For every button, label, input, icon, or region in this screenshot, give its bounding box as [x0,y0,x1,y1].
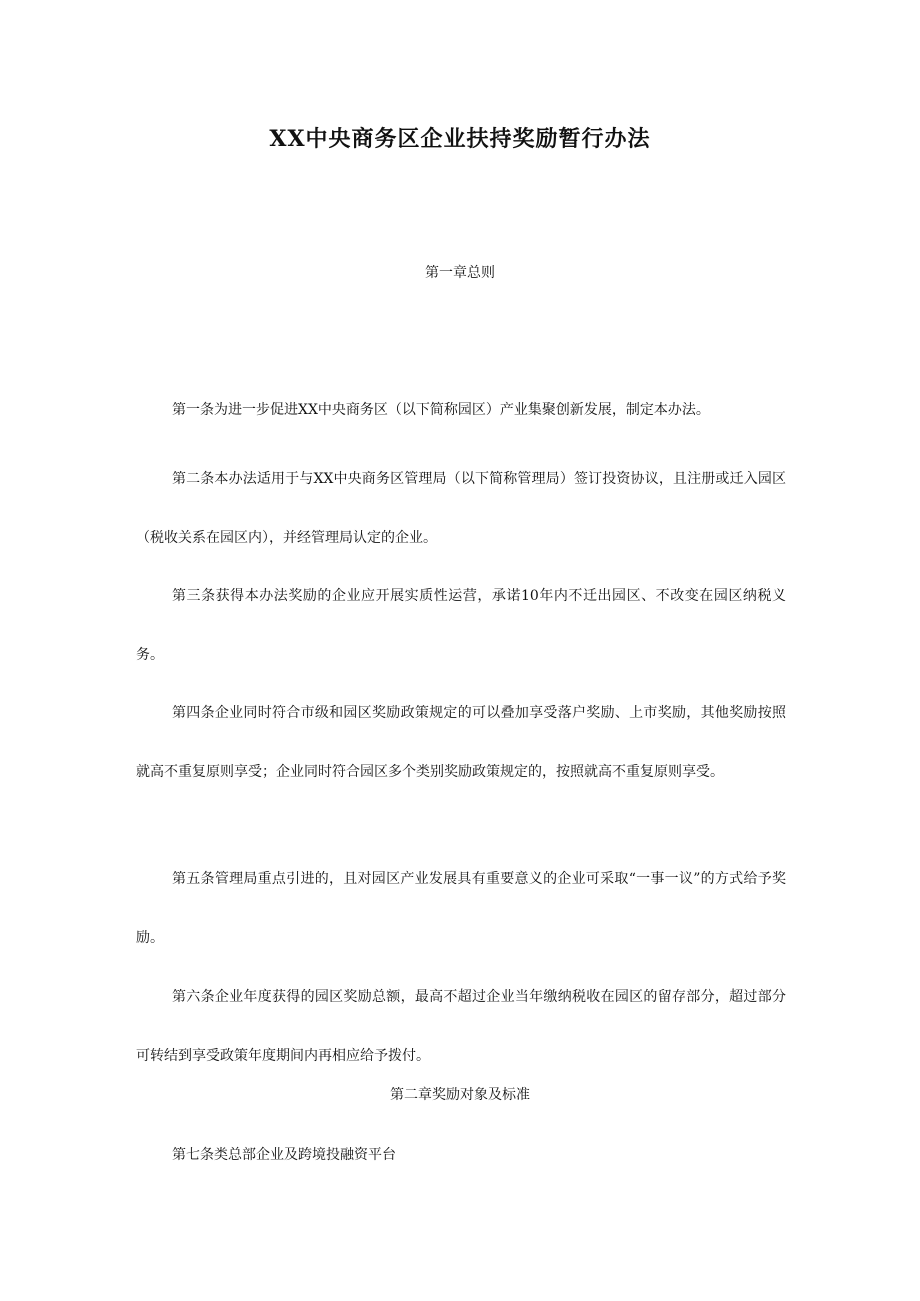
article-1: 第一条为进一步促进XX中央商务区（以下简称园区）产业集聚创新发展，制定本办法。 [172,402,710,418]
article-2: 第二条本办法适用于与XX中央商务区管理局（以下简称管理局）签订投资协议，且注册或迁入园区（税收关系在园区内），并经管理局认定的企业。 [136,471,786,546]
chapter-heading-2: 第二章奖励对象及标准 [390,1087,530,1103]
document-title: XX中央商务区企业扶持奖励暂行办法 [269,126,651,152]
article-3: 第三条获得本办法奖励的企业应开展实质性运营，承诺10年内不迁出园区、不改变在园区纳税义务。 [136,588,786,663]
article-4: 第四条企业同时符合市级和园区奖励政策规定的可以叠加享受落户奖励、上市奖励，其他奖励按照就高不重复原则享受；企业同时符合园区多个类别奖励政策规定的，按照就高不重复原则享受。 [136,705,786,780]
article-5: 第五条管理局重点引进的，且对园区产业发展具有重要意义的企业可采取“一事一议”的方式给予奖励。 [136,871,786,946]
article-6: 第六条企业年度获得的园区奖励总额，最高不超过企业当年缴纳税收在园区的留存部分，超过部分可转结到享受政策年度期间内再相应给予拨付。 [136,989,786,1064]
article-7: 第七条类总部企业及跨境投融资平台 [172,1147,396,1163]
chapter-heading-1: 第一章总则 [425,265,495,281]
